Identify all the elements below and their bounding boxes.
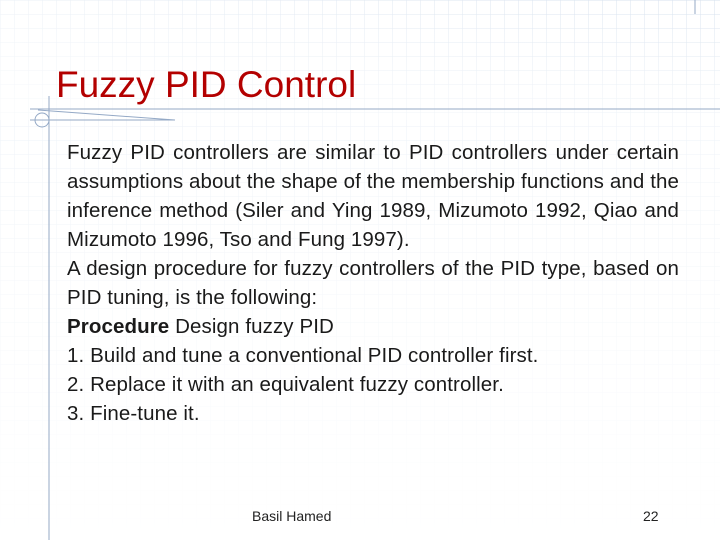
step-item: 1. Build and tune a conventional PID controller first.: [67, 344, 539, 367]
slide-title: Fuzzy PID Control: [56, 64, 357, 105]
procedure-name: Design fuzzy PID: [169, 315, 334, 338]
slide-body: [67, 138, 679, 428]
procedure-line: [67, 312, 679, 341]
step-item: 3. Fine-tune it.: [67, 402, 200, 425]
footer-author: Basil Hamed: [252, 508, 332, 524]
procedure-label: Procedure: [67, 315, 170, 338]
step-item: 2. Replace it with an equivalent fuzzy controller.: [67, 373, 504, 396]
body-paragraph: A design procedure for fuzzy controllers of the PID type, based on PID tuning, is the following:: [67, 257, 679, 309]
body-paragraph: Fuzzy PID controllers are similar to PID controllers under certain assumptions about the shape of the membership functions and the inference method (Siler and Ying 1989, Mizumoto 1992, Qiao and Mizumoto 1996, Tso and Fung 1997).: [67, 141, 679, 251]
page-number: 22: [643, 508, 659, 524]
